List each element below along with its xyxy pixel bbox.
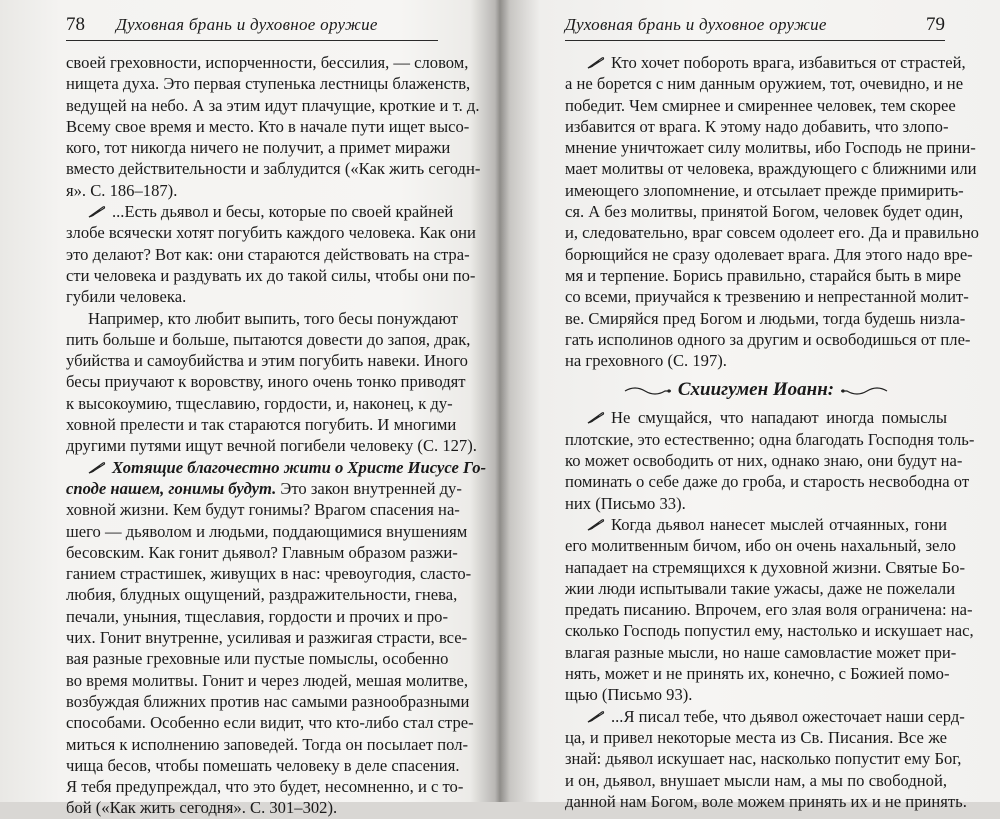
text-line: Я тебя предупреждал, что это будет, несомненно, и с то- bbox=[66, 777, 464, 797]
text-line: мя и терпение. Борись правильно, старайся быть в мире bbox=[565, 265, 962, 285]
paragraph-group bbox=[565, 407, 975, 812]
text-line bbox=[565, 52, 966, 73]
text-line: а не борется с ним данным оружием, тот, очевидно, и не bbox=[565, 74, 964, 94]
line-text: Это закон внутренней ду- bbox=[276, 478, 462, 498]
quill-pen-icon bbox=[587, 56, 605, 69]
text-line: губили человека. bbox=[66, 287, 187, 307]
text-line: ца, и привел некоторые места из Св. Писания. Все же bbox=[565, 727, 947, 747]
running-title: Духовная брань и духовное оружие bbox=[565, 15, 827, 34]
text-line: и он, дьявол, внушает мысли нам, а мы по свободной, bbox=[565, 770, 947, 790]
text-line: нападает на стремящихся к духовной жизни. Святые Бо- bbox=[565, 557, 965, 577]
text-line: это делают? Вот как: они стараются действовать на стра- bbox=[66, 244, 470, 264]
text-line: ведущей на небо. А за этим идут плачущие, кроткие и т. д. bbox=[66, 95, 480, 115]
quill-pen-icon bbox=[88, 205, 106, 218]
section-heading bbox=[565, 375, 947, 405]
text-line: победит. Чем смирнее и смиреннее человек, тем скорее bbox=[565, 95, 956, 115]
text-line: я». С. 186–187). bbox=[66, 180, 178, 200]
text-line: вместо действительности и заблудится («Как жить сегодн- bbox=[66, 159, 481, 179]
text-line: своей греховности, испорченности, бессилия, — словом, bbox=[66, 53, 469, 72]
quill-pen-icon bbox=[88, 461, 106, 474]
text-line: любия, блудных ощущений, раздражительности, гнева, bbox=[66, 585, 458, 605]
line-text: Хотящие благочестно жити о Христе Иисусе Го- bbox=[112, 457, 487, 477]
text-line bbox=[565, 706, 965, 727]
quill-pen-icon bbox=[587, 518, 605, 531]
text-line: гать исполинов одного за другим и освободишься от пле- bbox=[565, 329, 971, 349]
text-line: предать писанию. Впрочем, его злая воля ограничена: на- bbox=[565, 600, 973, 620]
text-line: бой («Как жить сегодня». С. 301–302). bbox=[66, 798, 338, 818]
text-line: бесы приучают к воровству, иного очень тонко приводят bbox=[66, 372, 466, 392]
text-line: бесовским. Как гонит дьявол? Главным образом разжи- bbox=[66, 542, 458, 562]
text-line: кого, тот никогда ничего не получит, а примет миражи bbox=[66, 138, 451, 158]
text-line: возбуждая ближних против нас самыми разнообразными bbox=[66, 691, 470, 711]
line-text: ...Есть дьявол и бесы, которые по своей крайней bbox=[112, 202, 454, 222]
text-line: знай: дьявол искушает нас, насколько попустит ему Бог, bbox=[565, 749, 962, 769]
text-line bbox=[565, 514, 947, 535]
text-line: плотские, это естественно; одна благодать Господня толь- bbox=[565, 429, 975, 449]
line-text: Когда дьявол нанесет мыслей отчаянных, гони bbox=[611, 514, 947, 534]
text-line: во время молитвы. Гонит и через людей, мешая молитве, bbox=[66, 670, 468, 690]
left-body-text bbox=[66, 52, 487, 819]
text-line: способами. Особенно если видит, что кто-либо стал стре- bbox=[66, 713, 474, 733]
text-line: другими путями ищут вечной погибели человеку (С. 127). bbox=[66, 436, 477, 456]
text-line: ховной прелести и так стараются погубить. И многими bbox=[66, 415, 457, 435]
text-line: шего — дьяволом и людьми, поддающимися внушениям bbox=[66, 521, 468, 541]
right-body-text bbox=[565, 52, 979, 812]
line-text: Кто хочет побороть врага, избавиться от страстей, bbox=[611, 53, 966, 72]
ornament-right-icon bbox=[839, 385, 889, 397]
ornament-left-icon bbox=[623, 385, 673, 397]
text-line: борющийся не сразу одолевает врага. Для этого надо вре- bbox=[565, 244, 973, 264]
text-line bbox=[66, 478, 462, 499]
text-line: убийства и самоубийства и этим погубить навеки. Иного bbox=[66, 351, 468, 371]
text-line: сти человека и раздувать их до такой силы, чтобы они по- bbox=[66, 265, 476, 285]
quill-pen-icon bbox=[587, 411, 605, 424]
text-line: миться к исполнению заповедей. Тогда он посылает пол- bbox=[66, 734, 469, 754]
text-line: данной нам Богом, воле можем принять их и не принять. bbox=[565, 791, 967, 811]
text-line: нищета духа. Это первая ступенька лестницы блаженств, bbox=[66, 74, 471, 94]
line-text: ...Я писал тебе, что дьявол ожесточает наши серд- bbox=[611, 706, 965, 726]
text-line: жии люди испытывали такие ужасы, даже не пожелали bbox=[565, 578, 956, 598]
paragraph-group bbox=[565, 52, 979, 371]
text-line: на греховного (С. 197). bbox=[565, 351, 727, 371]
text-line: влагая разные мысли, но наше самовластие может при- bbox=[565, 642, 957, 662]
text-line: ве. Смиряйся пред Богом и людьми, тогда будешь низла- bbox=[565, 308, 966, 328]
text-line: к высокоумию, тщеславию, гордости, и, наконец, к ду- bbox=[66, 393, 453, 413]
text-line: чих. Гонит внутренне, усиливая и разжигая страсти, все- bbox=[66, 628, 468, 648]
line-text: Не смущайся, что нападают иногда помыслы bbox=[611, 408, 947, 428]
text-line: Например, кто любит выпить, того бесы понуждают bbox=[88, 308, 458, 328]
right-page bbox=[505, 0, 1000, 811]
text-line: чища бесов, чтобы помешать человеку в деле спасения. bbox=[66, 755, 460, 775]
text-line: них (Письмо 33). bbox=[565, 493, 686, 513]
text-line: Всему свое время и место. Кто в начале пути ищет высо- bbox=[66, 116, 470, 136]
quill-pen-icon bbox=[587, 710, 605, 723]
text-line: злобе всячески хотят погубить каждого человека. Как они bbox=[66, 223, 476, 243]
text-line bbox=[66, 457, 487, 478]
text-line: пить больше и больше, пытаются довести до запоя, драк, bbox=[66, 329, 471, 349]
running-title: Духовная брань и духовное оружие bbox=[116, 15, 378, 34]
text-line: ся. А без молитвы, принятой Богом, человек будет один, bbox=[565, 202, 964, 222]
text-line bbox=[66, 201, 454, 222]
text-line: сколько Господь попустил ему, настолько и искушает нас, bbox=[565, 621, 974, 641]
text-line: его молитвенным бичом, ибо он очень нахальный, зело bbox=[565, 536, 956, 556]
text-line: имеющего злопомнение, и отсылает прежде примирить- bbox=[565, 180, 964, 200]
running-head-right bbox=[565, 14, 945, 41]
text-line: ко может освободить от них, однако знаю, они будут на- bbox=[565, 451, 963, 471]
text-line: мнение уничтожает силу молитвы, ибо Господь не прини- bbox=[565, 138, 976, 158]
left-page bbox=[0, 0, 495, 818]
section-heading-text: Схиигумен Иоанн: bbox=[677, 379, 835, 401]
text-line: мает молитвы от человека, враждующего с ближними или bbox=[565, 159, 977, 179]
text-line: ховной жизни. Кем будут гонимы? Врагом спасения на- bbox=[66, 500, 460, 520]
text-line: печали, уныния, тщеславия, гордости и прочих и про- bbox=[66, 606, 448, 626]
text-line: нять, может и не принять их, конечно, с Божией помо- bbox=[565, 664, 950, 684]
text-line: щью (Письмо 93). bbox=[565, 685, 693, 705]
page-number: 79 bbox=[926, 14, 945, 35]
text-line: избавится от врага. К этому надо добавить, что злопо- bbox=[565, 116, 949, 136]
page-number: 78 bbox=[66, 14, 85, 35]
text-line: и, следовательно, враг совсем одолеет его. Да и правильно bbox=[565, 223, 979, 243]
text-line: ганием страстишек, живущих в нас: чревоугодия, сласто- bbox=[66, 564, 472, 584]
text-line: поминать о себе даже до гроба, и старость несвободна от bbox=[565, 472, 970, 492]
text-line: вая разные греховные или пустые помыслы, особенно bbox=[66, 649, 449, 669]
text-line: со всеми, приучайся к трезвению и непрестанной молит- bbox=[565, 287, 969, 307]
line-text-emphasis: споде нашем, гонимы будут. bbox=[66, 478, 277, 498]
running-head-left bbox=[66, 14, 438, 41]
text-line bbox=[565, 407, 947, 428]
